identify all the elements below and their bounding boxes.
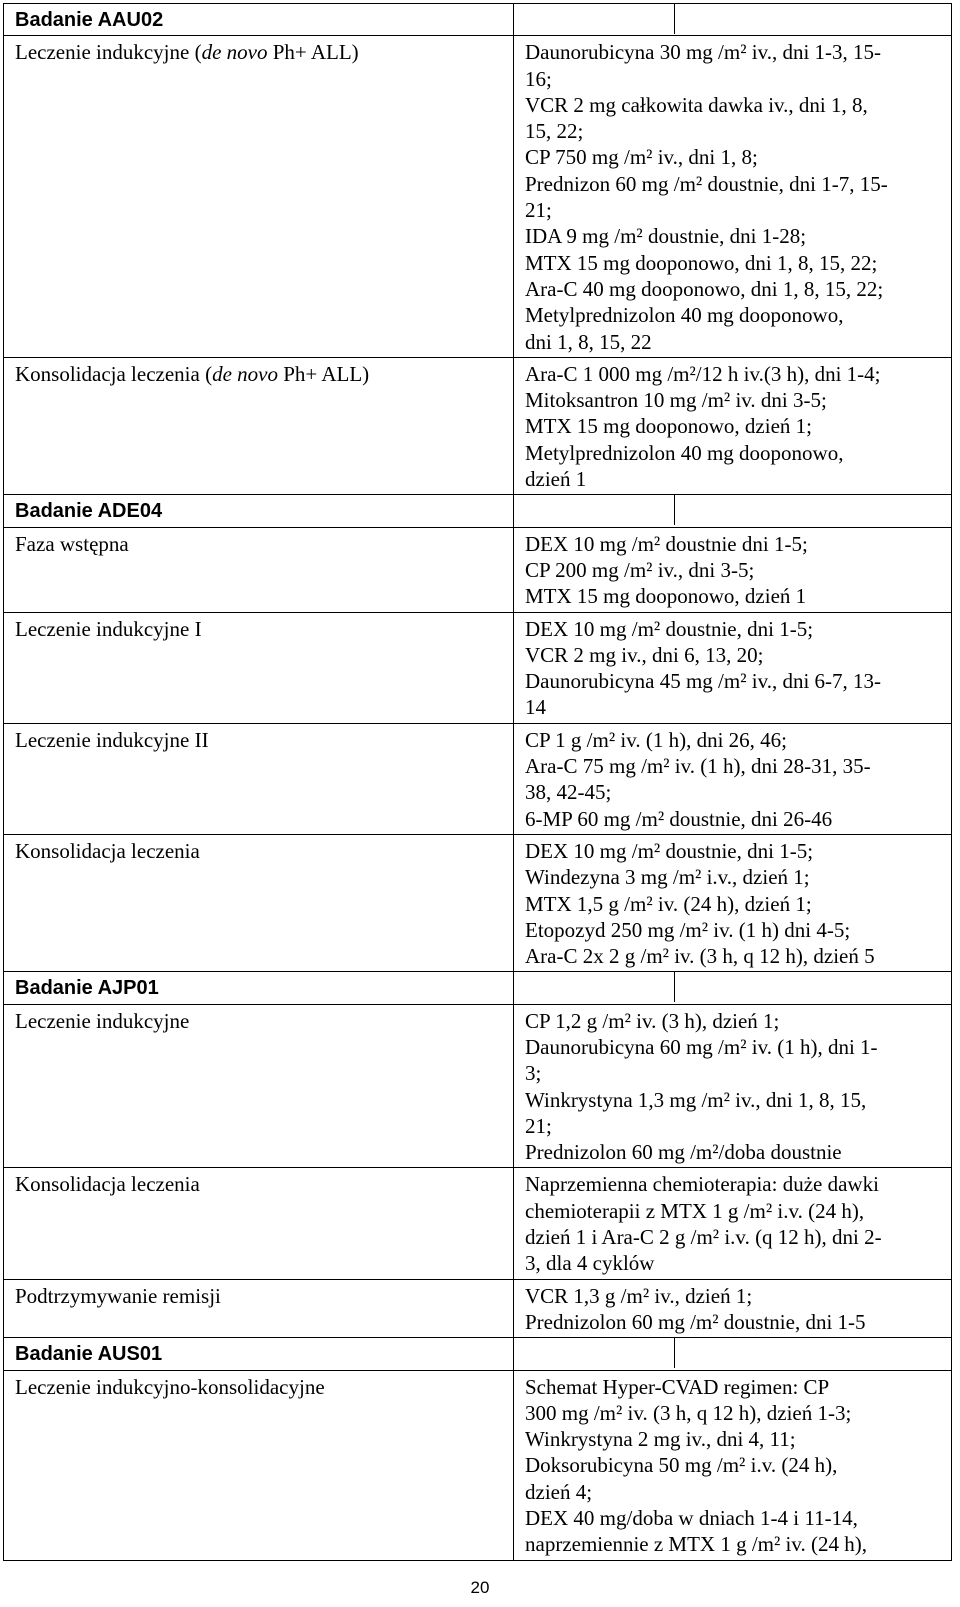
table-body	[4, 4, 952, 1561]
treatment-regimens-table	[3, 3, 952, 1561]
phase-label-text: Podtrzymywanie remisji	[15, 1283, 221, 1308]
phase-label	[4, 1168, 514, 1279]
section-empty-cell	[514, 1338, 952, 1370]
dosing-line: DEX 10 mg /m² doustnie, dni 1-5;	[525, 616, 814, 641]
phase-label-text: Konsolidacja leczenia	[15, 838, 200, 863]
dosing-schedule	[514, 1168, 952, 1279]
dosing-line: CP 750 mg /m² iv., dni 1, 8;	[525, 145, 758, 170]
dosing-line: Winkrystyna 1,3 mg /m² iv., dni 1, 8, 15,	[525, 1087, 867, 1112]
phase-label	[4, 1370, 514, 1560]
phase-label	[4, 36, 514, 358]
dosing-line: CP 200 mg /m² iv., dni 3-5;	[525, 557, 755, 582]
dosing-line: Metylprednizolon 40 mg dooponowo,	[525, 303, 844, 328]
dosing-line: Daunorubicyna 30 mg /m² iv., dni 1-3, 15-	[525, 40, 882, 65]
dosing-line: MTX 15 mg dooponowo, dzień 1;	[525, 414, 812, 439]
phase-label	[4, 1279, 514, 1338]
phase-label-text: Leczenie indukcyjne II	[15, 727, 209, 752]
phase-label-italic: de novo	[201, 40, 268, 65]
dosing-line: VCR 2 mg iv., dni 6, 13, 20;	[525, 642, 764, 667]
phase-label-text: Leczenie indukcyjne	[15, 1008, 190, 1033]
phase-label-italic: de novo	[212, 361, 278, 386]
dosing-line: Schemat Hyper-CVAD regimen: CP	[525, 1374, 830, 1399]
regimen-row	[4, 612, 952, 723]
dosing-line: Doksorubicyna 50 mg /m² i.v. (24 h),	[525, 1453, 838, 1478]
dosing-line: 21;	[525, 198, 552, 223]
dosing-line: 3;	[525, 1061, 542, 1086]
phase-label-text: Ph+ ALL)	[267, 40, 359, 65]
dosing-schedule	[514, 1004, 952, 1168]
dosing-schedule	[514, 1370, 952, 1560]
page-number: 20	[470, 1578, 490, 1597]
study-section-row	[4, 495, 952, 527]
dosing-line: Ara-C 75 mg /m² iv. (1 h), dni 28-31, 35-	[525, 754, 871, 779]
phase-label-text: Faza wstępna	[15, 531, 129, 556]
dosing-line: Daunorubicyna 45 mg /m² iv., dni 6-7, 13-	[525, 669, 882, 694]
dosing-schedule	[514, 723, 952, 834]
dosing-line: dzień 1 i Ara-C 2 g /m² i.v. (q 12 h), dni 2-	[525, 1225, 882, 1250]
dosing-line: 300 mg /m² iv. (3 h, q 12 h), dzień 1-3;	[525, 1400, 852, 1425]
dosing-line: IDA 9 mg /m² doustnie, dni 1-28;	[525, 224, 807, 249]
dosing-line: dni 1, 8, 15, 22	[525, 329, 652, 354]
regimen-row	[4, 723, 952, 834]
dosing-line: Mitoksantron 10 mg /m² iv. dni 3-5;	[525, 388, 827, 413]
dosing-line: MTX 15 mg dooponowo, dzień 1	[525, 584, 807, 609]
phase-label-text: Ph+ ALL)	[277, 361, 370, 386]
study-name: Badanie ADE04	[4, 495, 514, 527]
dosing-line: Prednizolon 60 mg /m²/doba doustnie	[525, 1140, 842, 1165]
section-empty-cell	[514, 4, 952, 36]
dosing-schedule	[514, 612, 952, 723]
study-section-row	[4, 4, 952, 36]
dosing-line: Windezyna 3 mg /m² i.v., dzień 1;	[525, 865, 810, 890]
dosing-line: dzień 4;	[525, 1479, 593, 1504]
phase-label-text: Leczenie indukcyjne I	[15, 616, 202, 641]
dosing-line: 15, 22;	[525, 119, 584, 144]
study-name: Badanie AUS01	[4, 1338, 514, 1370]
phase-label-text: Leczenie indukcyjne (	[15, 40, 202, 65]
regimen-row	[4, 1279, 952, 1338]
dosing-line: 14	[525, 695, 546, 720]
dosing-line: Winkrystyna 2 mg iv., dni 4, 11;	[525, 1427, 796, 1452]
dosing-line: VCR 1,3 g /m² iv., dzień 1;	[525, 1283, 753, 1308]
dosing-line: 3, dla 4 cyklów	[525, 1251, 655, 1276]
dosing-line: 6-MP 60 mg /m² doustnie, dni 26-46	[525, 806, 833, 831]
section-empty-cell	[514, 495, 952, 527]
dosing-line: DEX 10 mg /m² doustnie, dni 1-5;	[525, 838, 814, 863]
dosing-schedule	[514, 1279, 952, 1338]
document-page	[3, 3, 938, 1561]
dosing-line: 21;	[525, 1113, 552, 1138]
dosing-line: 38, 42-45;	[525, 780, 612, 805]
phase-label	[4, 1004, 514, 1168]
dosing-line: Ara-C 1 000 mg /m²/12 h iv.(3 h), dni 1-4;	[525, 361, 881, 386]
dosing-schedule	[514, 36, 952, 358]
phase-label	[4, 834, 514, 971]
section-empty-cell	[514, 972, 952, 1004]
dosing-line: chemioterapii z MTX 1 g /m² i.v. (24 h),	[525, 1198, 865, 1223]
study-name: Badanie AAU02	[4, 4, 514, 36]
phase-label	[4, 723, 514, 834]
cell-divider	[514, 972, 675, 1002]
phase-label	[4, 612, 514, 723]
dosing-line: Daunorubicyna 60 mg /m² iv. (1 h), dni 1-	[525, 1034, 878, 1059]
regimen-row	[4, 36, 952, 358]
dosing-line: Prednizolon 60 mg /m² doustnie, dni 1-5	[525, 1309, 866, 1334]
phase-label-text: Leczenie indukcyjno-konsolidacyjne	[15, 1374, 325, 1399]
study-section-row	[4, 972, 952, 1004]
study-section-row	[4, 1338, 952, 1370]
regimen-row	[4, 1370, 952, 1560]
cell-divider	[514, 1338, 675, 1368]
phase-label-text: Konsolidacja leczenia (	[15, 361, 213, 386]
regimen-row	[4, 834, 952, 971]
dosing-line: MTX 15 mg dooponowo, dni 1, 8, 15, 22;	[525, 250, 878, 275]
dosing-line: Etopozyd 250 mg /m² iv. (1 h) dni 4-5;	[525, 917, 851, 942]
regimen-row	[4, 357, 952, 494]
cell-divider	[514, 495, 675, 525]
regimen-row	[4, 527, 952, 612]
dosing-schedule	[514, 357, 952, 494]
dosing-line: MTX 1,5 g /m² iv. (24 h), dzień 1;	[525, 891, 812, 916]
dosing-line: Prednizon 60 mg /m² doustnie, dni 1-7, 15-	[525, 171, 888, 196]
dosing-schedule	[514, 834, 952, 971]
dosing-line: 16;	[525, 66, 552, 91]
cell-divider	[514, 4, 675, 34]
dosing-line: DEX 40 mg/doba w dniach 1-4 i 11-14,	[525, 1506, 858, 1531]
dosing-line: Naprzemienna chemioterapia: duże dawki	[525, 1172, 879, 1197]
dosing-line: Ara-C 2x 2 g /m² iv. (3 h, q 12 h), dzień 5	[525, 944, 875, 969]
phase-label-text: Konsolidacja leczenia	[15, 1172, 200, 1197]
phase-label	[4, 527, 514, 612]
dosing-line: VCR 2 mg całkowita dawka iv., dni 1, 8,	[525, 92, 868, 117]
study-name: Badanie AJP01	[4, 972, 514, 1004]
dosing-line: Ara-C 40 mg dooponowo, dni 1, 8, 15, 22;	[525, 276, 884, 301]
dosing-schedule	[514, 527, 952, 612]
dosing-line: dzień 1	[525, 467, 587, 492]
dosing-line: DEX 10 mg /m² doustnie dni 1-5;	[525, 531, 808, 556]
phase-label	[4, 357, 514, 494]
dosing-line: Metylprednizolon 40 mg dooponowo,	[525, 440, 844, 465]
dosing-line: CP 1,2 g /m² iv. (3 h), dzień 1;	[525, 1008, 780, 1033]
dosing-line: CP 1 g /m² iv. (1 h), dni 26, 46;	[525, 727, 787, 752]
regimen-row	[4, 1004, 952, 1168]
regimen-row	[4, 1168, 952, 1279]
dosing-line: naprzemiennie z MTX 1 g /m² iv. (24 h),	[525, 1532, 868, 1557]
